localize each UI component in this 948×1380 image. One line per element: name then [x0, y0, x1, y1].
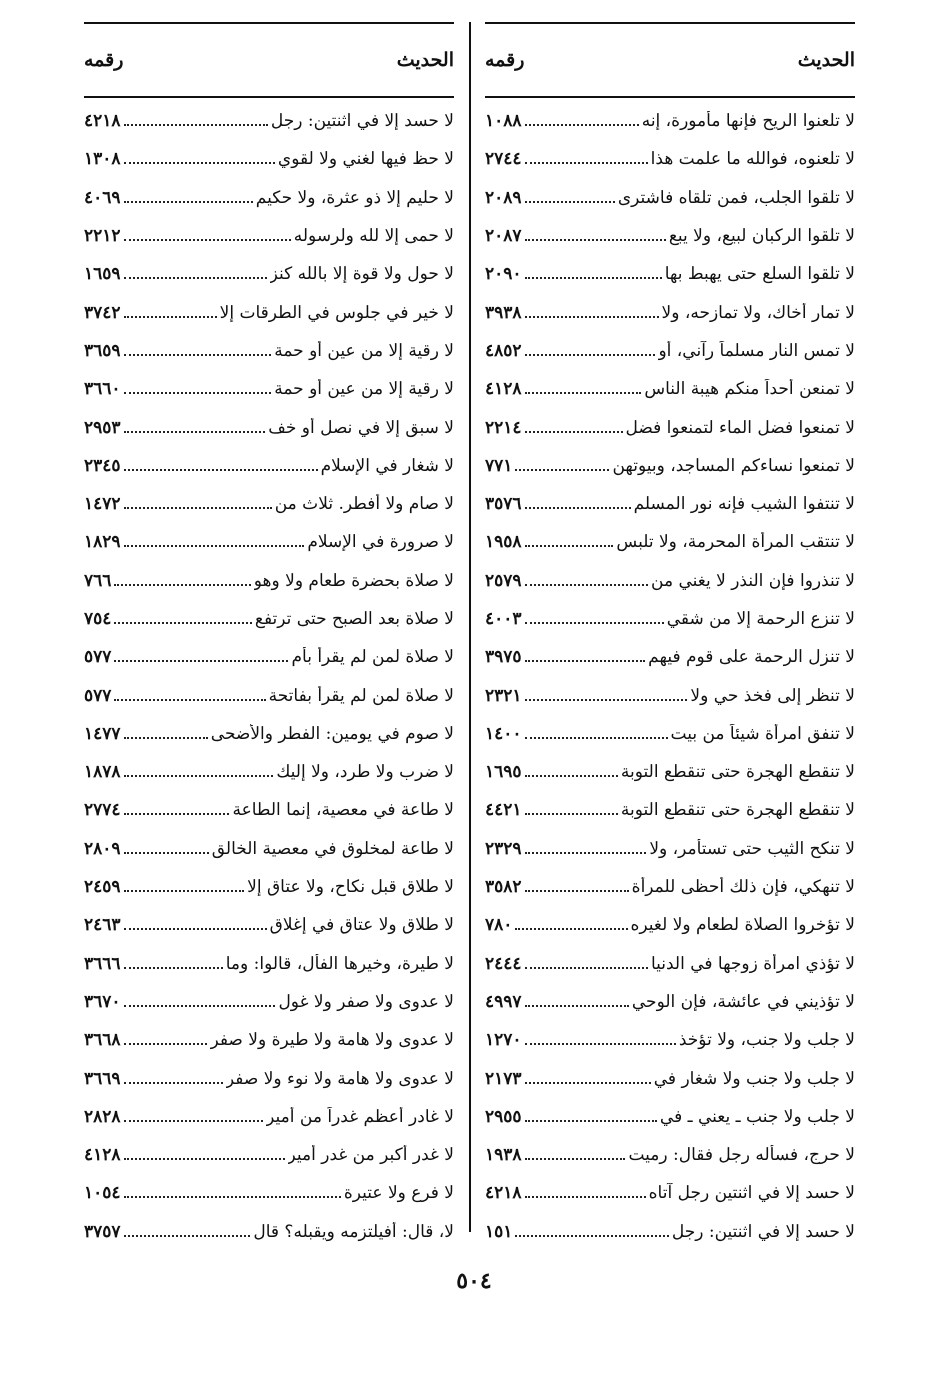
index-entry: [485, 1174, 855, 1212]
hadith-incipit: لا تلقوا الركبان لبيع، ولا يبع: [668, 226, 855, 247]
index-entry: [84, 676, 454, 714]
hadith-incipit: لا تنتفوا الشيب فإنه نور المسلم: [633, 494, 855, 515]
leader-dots: [124, 503, 272, 509]
hadith-incipit: لا غدر أكبر من غدر أمير: [287, 1145, 454, 1166]
leader-dots: [525, 1001, 629, 1007]
index-entry: [485, 753, 855, 791]
index-entry: [485, 1136, 855, 1174]
hadith-incipit: لا حليم إلا ذو عثرة، ولا حكيم: [255, 187, 454, 208]
hadith-incipit: لا تنهكي، فإن ذلك أحظى للمرأة: [631, 877, 855, 898]
column-header: [84, 24, 454, 98]
index-entry: [84, 1021, 454, 1059]
leader-dots: [525, 580, 648, 586]
hadith-number: ٢٨٢٨: [84, 1106, 121, 1127]
hadith-incipit: لا فرع ولا عتيرة: [343, 1183, 454, 1204]
hadith-incipit: لا تؤخروا الصلاة لطعام ولا لغيره: [630, 915, 855, 936]
leader-dots: [114, 656, 288, 662]
leader-dots: [124, 771, 274, 777]
hadith-number: ٧٧١: [485, 455, 513, 476]
index-entry: [84, 408, 454, 446]
left-column: [84, 22, 454, 1251]
leader-dots: [124, 848, 209, 854]
hadith-incipit: لا حسد إلا في اثنتين رجل آتاه: [648, 1183, 855, 1204]
index-entry: [84, 217, 454, 255]
hadith-number: ٣٦٦٨: [84, 1030, 121, 1051]
leader-dots: [525, 350, 656, 356]
hadith-number: ٣٥٧٦: [485, 494, 522, 515]
index-entry: [485, 791, 855, 829]
hadith-number: ٤٢١٨: [84, 111, 121, 132]
leader-dots: [114, 580, 250, 586]
hadith-incipit: لا حول ولا قوة إلا بالله كنز: [269, 264, 454, 285]
hadith-number: ٤٤٢١: [485, 800, 522, 821]
hadith-incipit: لا طاعة لمخلوق في معصية الخالق: [211, 838, 454, 859]
hadith-incipit: لا تلعنوه، فوالله ما علمت هذا: [650, 149, 855, 170]
hadith-number: ٢٧٤٤: [485, 149, 522, 170]
number-header-label: رقمه: [84, 49, 124, 71]
hadith-incipit: لا تنقطع الهجرة حتى تنقطع التوبة: [620, 800, 855, 821]
index-entry: [84, 1059, 454, 1097]
hadith-incipit: لا تمنعوا فضل الماء لتمنعوا فضل: [625, 417, 855, 438]
hadith-number: ١٠٨٨: [485, 111, 522, 132]
leader-dots: [124, 733, 208, 739]
leader-dots: [525, 771, 618, 777]
hadith-incipit: لا تنتقب المرأة المحرمة، ولا تلبس: [616, 532, 855, 553]
leader-dots: [525, 158, 648, 164]
leader-dots: [124, 1001, 276, 1007]
leader-dots: [525, 312, 659, 318]
leader-dots: [525, 1154, 626, 1160]
leader-dots: [124, 1231, 251, 1237]
index-entry: [485, 179, 855, 217]
hadith-incipit: لا تنذروا فإن النذر لا يغني من: [651, 570, 855, 591]
hadith-incipit: لا حمى إلا لله ولرسوله: [293, 226, 454, 247]
hadith-incipit: لا تنزع الرحمة إلا من شقي: [666, 609, 855, 629]
index-entry: [84, 293, 454, 331]
hadith-number: ٢٣٤٥: [84, 455, 121, 476]
leader-dots: [525, 197, 615, 203]
hadith-header-label: الحديث: [396, 49, 454, 71]
leader-dots: [124, 235, 291, 241]
page-number: ٥٠٤: [456, 1268, 492, 1294]
hadith-number: ١٩٥٨: [485, 532, 522, 553]
hadith-number: ١٤٧٧: [84, 723, 121, 744]
hadith-incipit: لا تمس النار مسلماً رآني، أو: [658, 340, 855, 361]
hadith-incipit: لا صام ولا أفطر. ثلاث من: [274, 494, 454, 515]
leader-dots: [114, 618, 251, 624]
hadith-number: ١٨٧٨: [84, 762, 121, 783]
hadith-incipit: لا عدوى ولا صفر ولا غول: [278, 991, 454, 1012]
hadith-number: ٤٢١٨: [485, 1183, 522, 1204]
leader-dots: [124, 465, 318, 471]
hadith-number: ٢٢١٢: [84, 226, 121, 247]
index-entry: [485, 1059, 855, 1097]
hadith-number: ١٩٣٨: [485, 1145, 522, 1166]
hadith-incipit: لا جلب ولا جنب، ولا تؤخذ: [678, 1030, 855, 1051]
leader-dots: [525, 848, 647, 854]
index-entry: [485, 638, 855, 676]
hadith-number: ١٤٠٠: [485, 723, 522, 744]
hadith-incipit: لا طلاق ولا عتاق في إغلاق: [269, 915, 454, 936]
leader-dots: [124, 886, 245, 892]
hadith-incipit: لا غادر أعظم غدراً من أمير: [266, 1106, 454, 1127]
index-entry: [84, 485, 454, 523]
hadith-number: ٧٥٤: [84, 609, 112, 629]
leader-dots: [525, 120, 639, 126]
hadith-number: ١٢٧٠: [485, 1030, 522, 1051]
hadith-number: ١٥١: [485, 1221, 513, 1242]
leader-dots: [525, 388, 642, 394]
hadith-incipit: لا صلاة بحضرة طعام ولا وهو: [253, 570, 454, 591]
hadith-incipit: لا صلاة بعد الصبح حتى ترتفع: [254, 609, 454, 629]
hadith-number: ٢٠٨٧: [485, 226, 522, 247]
hadith-number: ٢٧٧٤: [84, 800, 121, 821]
hadith-incipit: لا حرج، فسأله رجل فقال: رميت: [628, 1145, 855, 1166]
index-entry: [84, 562, 454, 600]
hadith-incipit: لا صوم في يومين: الفطر والأضحى: [210, 723, 454, 744]
leader-dots: [124, 924, 267, 930]
index-entry: [84, 791, 454, 829]
hadith-incipit: لا جلب ولا جنب ـ يعني ـ في: [659, 1106, 855, 1127]
hadith-incipit: لا خير في جلوس في الطرقات إلا: [219, 302, 454, 323]
index-entry: [84, 179, 454, 217]
index-entry: [485, 715, 855, 753]
hadith-incipit: لا تنظر إلى فخذ حي ولا: [690, 685, 855, 706]
hadith-number: ٧٦٦: [84, 570, 112, 591]
index-entry: [84, 523, 454, 561]
hadith-incipit: لا شغار في الإسلام: [320, 455, 454, 476]
leader-dots: [525, 503, 631, 509]
leader-dots: [124, 541, 305, 547]
number-header-label: رقمه: [485, 49, 525, 71]
hadith-incipit: لا حسد إلا في اثنتين: رجل: [671, 1221, 855, 1242]
index-entry: [84, 1174, 454, 1212]
leader-dots: [124, 312, 217, 318]
index-entry: [84, 332, 454, 370]
index-entry: [485, 1021, 855, 1059]
hadith-incipit: لا عدوى ولا هامة ولا نوء ولا صفر: [225, 1068, 454, 1089]
hadith-index-list: [84, 98, 454, 1251]
leader-dots: [525, 541, 614, 547]
leader-dots: [515, 924, 627, 930]
hadith-incipit: لا طاعة في معصية، إنما الطاعة: [232, 800, 454, 821]
index-entry: [84, 906, 454, 944]
index-entry: [485, 523, 855, 561]
hadith-number: ٥٧٧: [84, 685, 112, 706]
hadith-number: ٤٠٦٩: [84, 187, 121, 208]
index-entry: [84, 1098, 454, 1136]
column-header: [485, 24, 855, 98]
hadith-number: ٢٢١٤: [485, 417, 522, 438]
hadith-number: ٤١٢٨: [84, 1145, 121, 1166]
leader-dots: [124, 1154, 285, 1160]
leader-dots: [124, 427, 266, 433]
hadith-number: ٧٨٠: [485, 915, 513, 936]
hadith-incipit: لا سبق إلا في نصل أو خف: [268, 417, 454, 438]
index-entry: [485, 983, 855, 1021]
hadith-incipit: لا تلقوا الجلب، فمن تلقاه فاشترى: [617, 187, 855, 208]
hadith-incipit: لا صرورة في الإسلام: [307, 532, 454, 553]
leader-dots: [525, 1039, 676, 1045]
hadith-number: ٢٣٢٩: [485, 838, 522, 859]
index-entry: [84, 102, 454, 140]
index-entry: [84, 1136, 454, 1174]
hadith-incipit: لا رقية إلا من عين أو حمة: [274, 379, 454, 400]
hadith-incipit: لا تنقطع الهجرة حتى تنقطع التوبة: [620, 762, 855, 783]
hadith-number: ٢٣٢١: [485, 685, 522, 706]
hadith-incipit: لا تنكح الثيب حتى تستأمر، ولا: [649, 838, 855, 859]
leader-dots: [124, 1039, 208, 1045]
leader-dots: [124, 388, 272, 394]
hadith-incipit: لا حسد إلا في اثنتين: رجل: [270, 111, 454, 132]
index-entry: [84, 868, 454, 906]
leader-dots: [525, 1192, 646, 1198]
leader-dots: [525, 273, 662, 279]
hadith-number: ٤٨٥٢: [485, 340, 522, 361]
leader-dots: [124, 1116, 264, 1122]
index-entry: [84, 447, 454, 485]
hadith-incipit: لا تلقوا السلع حتى يهبط بها: [664, 264, 855, 285]
hadith-incipit: لا طيرة، وخيرها الفأل، قالوا: وما: [225, 953, 454, 974]
hadith-incipit: لا تؤذي امرأة زوجها في الدنيا: [650, 953, 855, 974]
hadith-number: ٢٠٨٩: [485, 187, 522, 208]
leader-dots: [525, 427, 623, 433]
hadith-number: ٢٩٥٣: [84, 417, 121, 438]
hadith-number: ٤٠٠٣: [485, 609, 522, 629]
index-entry: [84, 370, 454, 408]
index-entry: [485, 1098, 855, 1136]
hadith-index-list: [485, 98, 855, 1251]
leader-dots: [124, 120, 268, 126]
index-entry: [485, 830, 855, 868]
hadith-incipit: لا رقية إلا من عين أو حمة: [274, 340, 454, 361]
index-entry: [84, 255, 454, 293]
index-entry: [485, 906, 855, 944]
hadith-number: ٢٠٩٠: [485, 264, 522, 285]
index-entry: [485, 868, 855, 906]
hadith-incipit: لا عدوى ولا هامة ولا طيرة ولا صفر: [210, 1030, 454, 1051]
hadith-incipit: لا تنفق امرأة شيئاً من بيت: [670, 723, 855, 744]
column-divider: [469, 22, 471, 1232]
hadith-incipit: لا تنزل الرحمة على قوم فيهم: [648, 647, 855, 668]
index-entry: [84, 753, 454, 791]
leader-dots: [525, 733, 668, 739]
leader-dots: [515, 1231, 668, 1237]
leader-dots: [124, 1078, 223, 1084]
index-entry: [84, 830, 454, 868]
hadith-number: ٥٧٧: [84, 647, 112, 668]
hadith-number: ٣٦٥٩: [84, 340, 121, 361]
hadith-number: ٤١٢٨: [485, 379, 522, 400]
hadith-number: ٢٤٤٤: [485, 953, 522, 974]
hadith-incipit: لا تلعنوا الريح فإنها مأمورة، إنه: [641, 111, 855, 132]
leader-dots: [525, 963, 648, 969]
index-entry: [485, 1213, 855, 1251]
index-entry: [485, 370, 855, 408]
hadith-incipit: لا تمار أخاك، ولا تمازحه، ولا: [661, 302, 855, 323]
hadith-number: ٢١٧٣: [485, 1068, 522, 1089]
hadith-number: ٣٩٣٨: [485, 302, 522, 323]
index-entry: [84, 1213, 454, 1251]
index-entry: [84, 600, 454, 638]
leader-dots: [124, 809, 230, 815]
hadith-number: ٤٩٩٧: [485, 991, 522, 1012]
hadith-number: ٣٥٨٢: [485, 877, 522, 898]
index-entry: [84, 945, 454, 983]
leader-dots: [525, 235, 666, 241]
hadith-number: ٢٤٥٩: [84, 877, 121, 898]
hadith-number: ٣٧٥٧: [84, 1221, 121, 1242]
hadith-number: ٣٦٦٠: [84, 379, 121, 400]
hadith-number: ١٨٢٩: [84, 532, 121, 553]
leader-dots: [124, 158, 275, 164]
index-entry: [485, 485, 855, 523]
leader-dots: [525, 1116, 657, 1122]
index-entry: [485, 255, 855, 293]
leader-dots: [525, 809, 618, 815]
hadith-number: ٣٧٤٢: [84, 302, 121, 323]
hadith-number: ٢٤٦٣: [84, 915, 121, 936]
hadith-number: ١٤٧٢: [84, 494, 121, 515]
leader-dots: [124, 963, 223, 969]
hadith-number: ١٠٥٤: [84, 1183, 121, 1204]
index-entry: [485, 293, 855, 331]
hadith-incipit: لا طلاق قبل نكاح، ولا عتاق إلا: [247, 877, 454, 898]
hadith-number: ٢٥٧٩: [485, 570, 522, 591]
leader-dots: [525, 618, 664, 624]
leader-dots: [114, 695, 265, 701]
hadith-number: ١٦٩٥: [485, 762, 522, 783]
hadith-incipit: لا صلاة لمن لم يقرأ بأم: [291, 647, 454, 668]
index-entry: [84, 140, 454, 178]
leader-dots: [515, 465, 609, 471]
right-column: [485, 22, 855, 1251]
leader-dots: [124, 273, 267, 279]
hadith-incipit: لا صلاة لمن لم يقرأ بفاتحة: [268, 685, 454, 706]
index-entry: [485, 447, 855, 485]
hadith-number: ١٣٠٨: [84, 149, 121, 170]
index-entry: [485, 562, 855, 600]
leader-dots: [525, 656, 646, 662]
index-entry: [84, 715, 454, 753]
leader-dots: [525, 886, 629, 892]
index-entry: [485, 408, 855, 446]
hadith-number: ٢٩٥٥: [485, 1106, 522, 1127]
hadith-header-label: الحديث: [797, 49, 855, 71]
index-entry: [485, 676, 855, 714]
hadith-number: ١٦٥٩: [84, 264, 121, 285]
hadith-number: ٣٦٦٦: [84, 953, 121, 974]
hadith-incipit: لا جلب ولا جنب ولا شغار في: [653, 1068, 855, 1089]
index-entry: [485, 217, 855, 255]
hadith-incipit: لا تؤذيني في عائشة، فإن الوحي: [631, 991, 855, 1012]
leader-dots: [525, 695, 688, 701]
leader-dots: [124, 350, 272, 356]
hadith-incipit: لا تمنعوا نساءكم المساجد، وبيوتهن: [612, 455, 855, 476]
hadith-incipit: لا ضرب ولا طرد، ولا إليك: [276, 762, 454, 783]
hadith-number: ٢٨٠٩: [84, 838, 121, 859]
index-entry: [485, 332, 855, 370]
hadith-number: ٣٩٧٥: [485, 647, 522, 668]
leader-dots: [525, 1078, 651, 1084]
hadith-incipit: لا، قال: أفيلتزمه ويقبله؟ قال: [253, 1221, 454, 1242]
hadith-number: ٣٦٧٠: [84, 991, 121, 1012]
index-entry: [485, 945, 855, 983]
leader-dots: [124, 1192, 341, 1198]
index-entry: [485, 600, 855, 638]
index-entry: [84, 983, 454, 1021]
index-entry: [485, 140, 855, 178]
hadith-incipit: لا حظ فيها لغني ولا لقوي: [277, 149, 454, 170]
index-entry: [84, 638, 454, 676]
index-entry: [485, 102, 855, 140]
hadith-incipit: لا تمنعن أحداً منكم هيبة الناس: [644, 379, 855, 400]
hadith-number: ٣٦٦٩: [84, 1068, 121, 1089]
leader-dots: [124, 197, 253, 203]
